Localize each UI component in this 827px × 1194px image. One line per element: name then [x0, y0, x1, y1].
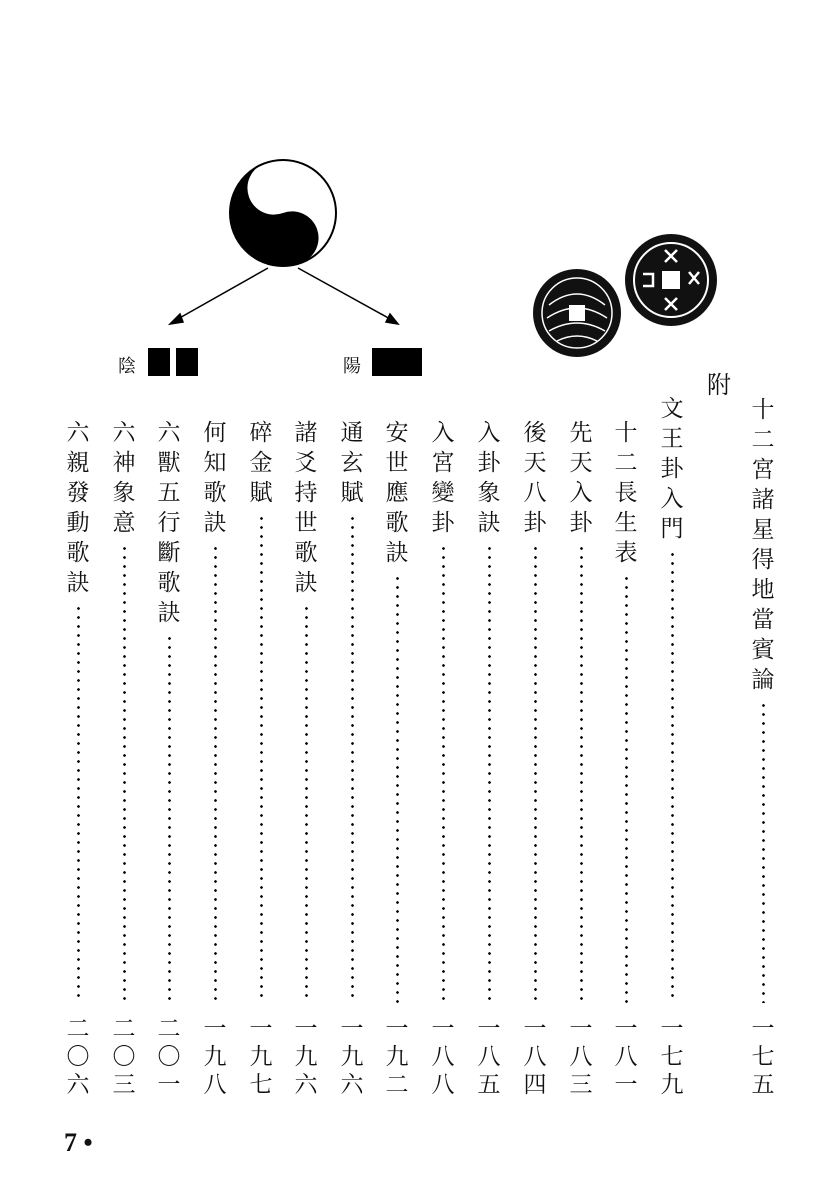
toc-entry-page: 二 〇 一: [157, 1016, 181, 1098]
toc-entry-title: 文 王 卦 入 門: [660, 396, 684, 542]
toc-entry-title: 六 獸 五 行 斷 歌 訣: [157, 420, 181, 626]
toc-entry-title: 諸 爻 持 世 歌 訣: [294, 420, 318, 596]
toc-entry-page: 一 九 七: [249, 1016, 273, 1098]
toc-leader-dots: [260, 514, 263, 1003]
toc-entry-title: 安 世 應 歌 訣: [385, 420, 409, 566]
toc-entry-page: 一 八 四: [523, 1016, 547, 1098]
toc-leader-dots: [580, 544, 583, 1003]
toc-entry-title: 通 玄 賦: [340, 420, 364, 506]
toc-leader-dots: [488, 544, 491, 1003]
toc-entry-title: 碎 金 賦: [249, 420, 273, 506]
toc-leader-dots: [442, 544, 445, 1003]
toc-entry-title: 十 二 宮 諸 星 得 地 當 賓 論: [751, 397, 775, 693]
toc-leader-dots: [534, 544, 537, 1003]
toc-entry-page: 一 九 六: [294, 1016, 318, 1098]
toc-entry-page: 一 九 八: [203, 1016, 227, 1098]
toc-entry-page: 一 八 一: [614, 1016, 638, 1098]
toc-entry-page: 二 〇 六: [66, 1016, 90, 1098]
toc-entry-title: 十 二 長 生 表: [614, 420, 638, 566]
toc-entry-title: 後 天 八 卦: [523, 420, 547, 536]
yin-bar-left: [148, 348, 170, 376]
toc-entry-title: 入 宮 變 卦: [431, 420, 455, 536]
taiji-icon: [215, 154, 336, 281]
arrow-left-icon: [170, 268, 268, 324]
toc-entry-page: 一 七 九: [660, 1016, 684, 1098]
coin-left-icon: [533, 269, 621, 357]
toc-leader-dots: [305, 604, 308, 1003]
toc-entry-page: 一 八 三: [569, 1016, 593, 1098]
toc-entry-page: 一 八 八: [431, 1016, 455, 1098]
arrow-right-icon: [298, 268, 398, 324]
toc-entry-title: 入 卦 象 訣: [477, 420, 501, 536]
toc-leader-dots: [625, 574, 628, 1003]
toc-leader-dots: [77, 604, 80, 1003]
toc-entry-page: 一 九 二: [385, 1016, 409, 1098]
toc-entry-title: 六 神 象 意: [112, 420, 136, 536]
toc-leader-dots: [168, 634, 171, 1003]
toc-leader-dots: [762, 701, 765, 1003]
toc-entry-page: 一 八 五: [477, 1016, 501, 1098]
toc-leader-dots: [214, 544, 217, 1003]
toc-entry-page: 一 九 六: [340, 1016, 364, 1098]
toc-leader-dots: [351, 514, 354, 1003]
yang-label: 陽: [343, 356, 361, 377]
toc-leader-dots: [123, 544, 126, 1003]
toc-entry-title: 先 天 入 卦: [569, 420, 593, 536]
toc-leader-dots: [396, 574, 399, 1003]
page-number: 7 •: [64, 1128, 93, 1157]
toc-entry-title: 何 知 歌 訣: [203, 420, 227, 536]
toc-entry-title: 六 親 發 動 歌 訣: [66, 420, 90, 596]
yin-bar-right: [176, 348, 198, 376]
toc-leader-dots: [671, 550, 674, 1003]
toc-entry-page: 二 〇 三: [112, 1016, 136, 1098]
toc-entry-page: 一 七 五: [751, 1016, 775, 1098]
appendix-label: 附: [707, 371, 731, 399]
yin-label: 陰: [118, 356, 136, 377]
coin-right-icon: [625, 234, 717, 326]
yang-bar: [372, 348, 422, 376]
